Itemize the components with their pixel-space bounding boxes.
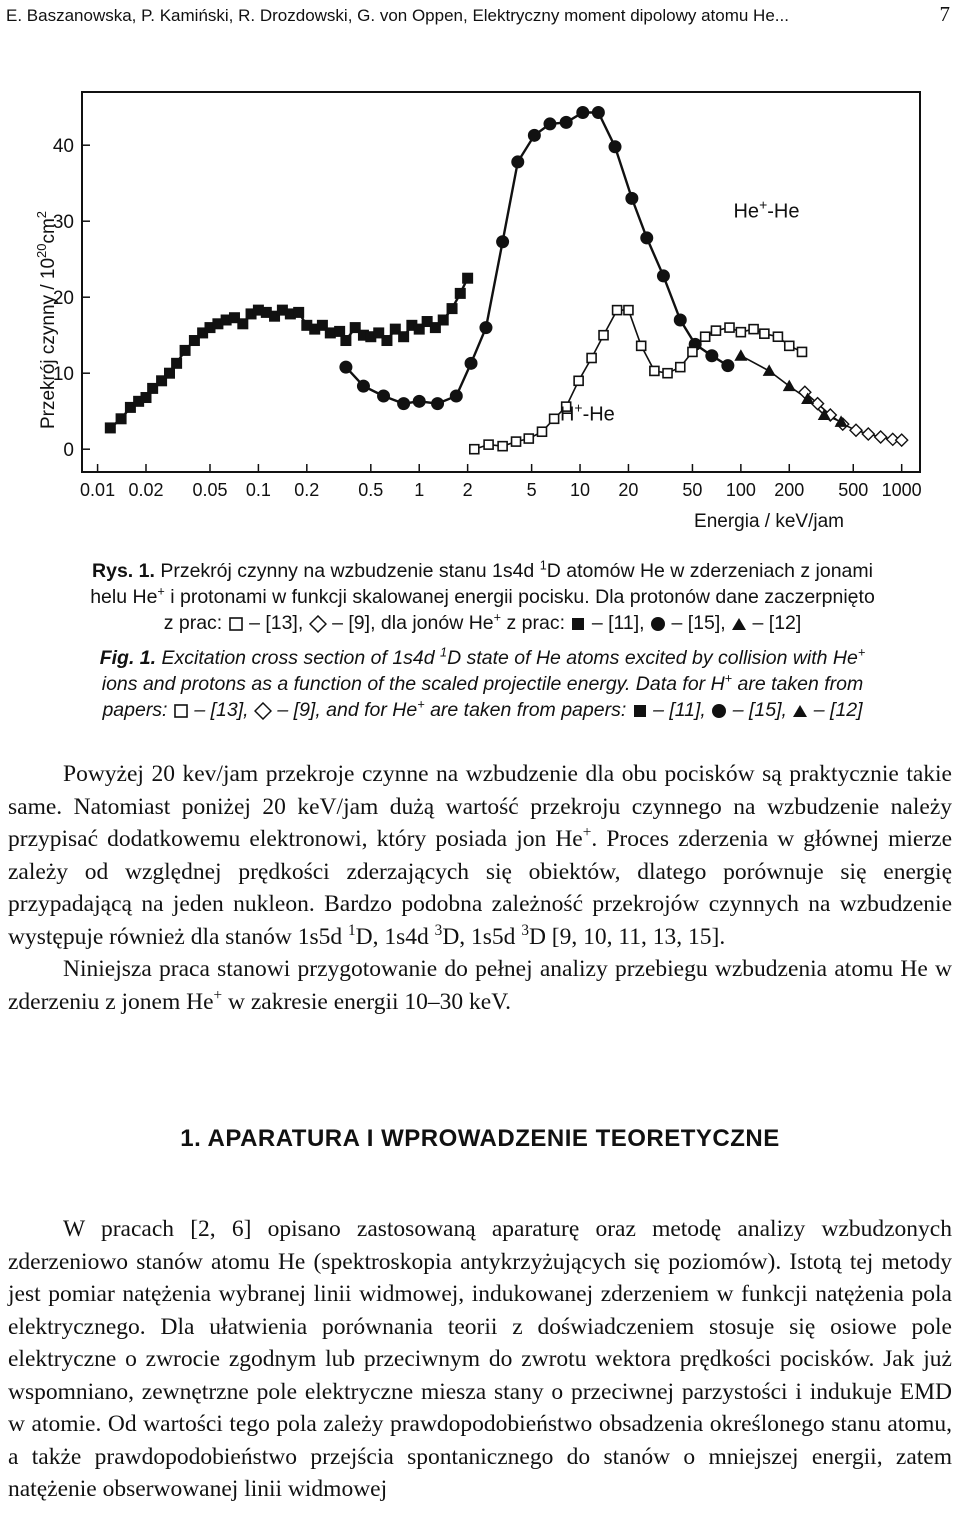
caption-pl-label: Rys. 1. (92, 560, 155, 582)
x-tick-label: 5 (526, 480, 537, 500)
superscript: 3 (521, 921, 529, 939)
data-point-filled-square (180, 345, 191, 356)
x-tick-label: 20 (618, 480, 639, 500)
caption-en-label: Fig. 1. (99, 647, 157, 669)
data-point-filled-square (438, 315, 449, 326)
caption-pl-text2b: i protonami w funkcji skalowanej energii pocisku. Dla protonów dane zaczerpnięto (170, 586, 875, 608)
data-point-open-square (587, 354, 596, 363)
paragraph-text: D, 1s5d (442, 923, 522, 950)
data-point-open-square (798, 347, 807, 356)
data-point-open-diamond (896, 434, 908, 446)
paragraph: W pracach [2, 6] opisano zastosowaną aparaturę oraz metodę analizy wzbudzonych zderzeniowo stanów atomu He (spektroskopia antykrzyżujących się poziomów). Istotą tej metody jest pomiar natężenia wybranej linii widmowej, indukowanej zderzeniem w funkcji natężenia pola elektrycznego. Dla ułatwienia porównania teorii z doświadczeniem stosuje się osiowe pole elektryczne o zwrocie zgodnym lub przeciwnym do zwrotu wektora prędkości pocisków. Jak już wspomniano, zewnętrzne pole elektryczne miesza stany o przeciwnej parzystości i indukuje EMD w atomie. Od wartości tego pola zależy prawdopodobieństwo obsadzenia określonego stanu atomu, a także prawdopodobieństwo przejścia spontanicznego do stanów o mniejszej energii, zatem natężenie obserwowanej linii widmowej (8, 1216, 952, 1502)
caption-en-text3d: are taken from papers: (430, 699, 627, 721)
data-point-open-square (470, 445, 479, 454)
data-point-open-square (711, 326, 720, 335)
open-square-icon (228, 616, 244, 632)
paragraph-text: D [9, 10, 11, 13, 15]. (528, 923, 726, 950)
caption-en-sup1b: + (857, 645, 866, 660)
caption-pl-tail1: D atomów He w zderzeniach z jonami (546, 560, 873, 582)
paragraph-text: . Proces zderzenia w głównej mierze zależy od względnej prędkości zderzających się obiektów, dlatego porównuje się energię przypadającą na jeden nukleon. Bardzo podobna zależność przekrojów czynnych na wzbudzenie występuje również dla stanów 1s5d (8, 826, 953, 950)
superscript: + (582, 824, 592, 842)
data-point-open-square (749, 325, 758, 334)
data-point-open-square (688, 347, 697, 356)
data-point-filled-circle (592, 106, 605, 119)
caption-en-text3b: – [13], (194, 699, 249, 721)
x-tick-label: 0.2 (294, 480, 320, 500)
data-point-open-square (537, 427, 546, 436)
data-point-filled-circle (413, 395, 426, 408)
running-header (6, 2, 956, 28)
data-point-filled-circle (657, 269, 670, 282)
y-tick-label: 0 (63, 440, 74, 462)
data-point-filled-circle (640, 231, 653, 244)
series-line-filled-square (110, 278, 467, 428)
data-point-filled-circle (705, 349, 718, 362)
data-point-open-square (599, 331, 608, 340)
x-tick-label: 0.05 (192, 480, 228, 500)
filled-triangle-icon (792, 703, 808, 719)
paragraph (8, 758, 952, 953)
data-point-filled-circle (625, 192, 638, 205)
body-text-block-1 (8, 758, 952, 1018)
y-tick-label: 20 (52, 288, 74, 310)
caption-en-text1: Excitation cross section of 1s4d (161, 647, 435, 669)
data-point-open-square (760, 329, 769, 338)
caption-polish (20, 558, 945, 636)
data-point-open-square (676, 363, 685, 372)
data-point-filled-circle (609, 140, 622, 153)
caption-pl-sup3: + (493, 610, 502, 625)
chart-xlabel: Energia / keV/jam (694, 511, 844, 532)
caption-en-line1 (20, 645, 945, 671)
data-point-open-square (550, 414, 559, 423)
page-number: 7 (939, 2, 950, 26)
caption-pl-text1: Przekrój czynny na wzbudzenie stanu 1s4d (160, 560, 535, 582)
plot-area (53, 92, 922, 500)
filled-square-icon (570, 616, 586, 632)
data-point-open-diamond (862, 428, 874, 440)
x-tick-label: 1000 (881, 480, 922, 500)
paragraph-text: Powyżej 20 kev/jam przekroje czynne na wzbudzenie dla obu pocisków są praktycznie takie same. Natomiast poniżej 20 keV/jam dużą wartość przekroju czynnego na wzbudzenie należy przypisać dodatkowemu elektronowi, który posiada jon He (8, 761, 952, 852)
caption-en-text3a: papers: (102, 699, 168, 721)
data-point-open-square (650, 366, 659, 375)
caption-pl-text3e: – [11], (591, 612, 645, 634)
x-tick-label: 1 (414, 480, 425, 500)
data-point-open-square (637, 341, 646, 350)
y-tick-label: 10 (52, 364, 74, 386)
caption-pl-text3a: z prac: (163, 612, 223, 634)
caption-en-text3f: – [15], (732, 699, 787, 721)
y-tick-label: 30 (52, 212, 74, 234)
filled-circle-icon (711, 703, 727, 719)
data-point-filled-square (237, 318, 248, 329)
data-point-filled-circle (377, 390, 390, 403)
data-point-filled-square (455, 288, 466, 299)
caption-en-text2b: are taken from (737, 673, 864, 695)
x-tick-label: 0.1 (245, 480, 271, 500)
caption-pl-line3 (20, 610, 945, 636)
caption-en-text3c: – [9], and for He (277, 699, 418, 721)
x-tick-label: 2 (462, 480, 473, 500)
data-point-filled-square (398, 331, 409, 342)
data-point-filled-square (340, 335, 351, 346)
data-point-filled-square (116, 413, 127, 424)
data-point-filled-circle (528, 129, 541, 142)
data-point-open-square (624, 306, 633, 315)
data-point-open-diamond (850, 424, 862, 436)
data-point-open-square (736, 328, 745, 337)
data-point-filled-circle (465, 357, 478, 370)
caption-english (20, 645, 945, 723)
data-point-open-square (701, 332, 710, 341)
x-tick-label: 500 (838, 480, 869, 500)
data-point-open-square (484, 440, 493, 449)
data-point-open-square (574, 376, 583, 385)
filled-circle-icon (650, 616, 666, 632)
caption-en-text3g: – [12] (813, 699, 863, 721)
data-point-filled-circle (339, 361, 352, 374)
data-point-filled-circle (496, 235, 509, 248)
superscript: 1 (348, 921, 356, 939)
chart-ylabel: Przekrój czynny / $10^{20}cm^2$ (34, 210, 59, 430)
data-point-filled-circle (450, 390, 463, 403)
filled-square-icon (632, 703, 648, 719)
caption-pl-text3d: z prac: (506, 612, 565, 634)
x-tick-label: 0.5 (358, 480, 384, 500)
paragraph-text: w zakresie energii 10–30 keV. (222, 988, 512, 1015)
data-point-open-diamond (875, 431, 887, 443)
data-point-filled-circle (721, 359, 734, 372)
data-point-open-square (524, 434, 533, 443)
data-point-filled-circle (479, 321, 492, 334)
plot-frame (82, 92, 920, 472)
data-point-filled-circle (560, 116, 573, 129)
open-diamond-icon (254, 702, 272, 720)
data-point-filled-square (381, 335, 392, 346)
caption-pl-line1 (20, 558, 945, 584)
open-diamond-icon (309, 615, 327, 633)
data-point-open-square (613, 306, 622, 315)
data-point-filled-circle (543, 117, 556, 130)
caption-en-line2 (20, 671, 945, 697)
curve-annotation: H+-He (559, 399, 615, 426)
caption-pl-sup1: 1 (539, 558, 547, 573)
data-point-filled-square (447, 303, 458, 314)
caption-en-text2a: ions and protons as a function of the scaled projectile energy. Data for H (101, 673, 725, 695)
caption-pl-text3c: – [9], dla jonów He (332, 612, 494, 634)
data-point-open-square (773, 332, 782, 341)
data-point-filled-triangle (763, 364, 776, 376)
caption-en-sup1: 1 (440, 645, 448, 660)
caption-pl-text2a: helu He (90, 586, 158, 608)
series-line-filled-circle (346, 113, 728, 404)
data-point-filled-square (171, 358, 182, 369)
y-tick-label: 40 (52, 136, 74, 158)
superscript: + (213, 986, 223, 1004)
data-point-open-square (512, 437, 521, 446)
body-text-block-2 (8, 1213, 952, 1506)
data-point-filled-square (462, 273, 473, 284)
data-point-filled-square (293, 307, 304, 318)
curve-annotation: He+-He (733, 196, 800, 223)
data-point-filled-circle (576, 106, 589, 119)
filled-triangle-icon (731, 616, 747, 632)
x-tick-label: 200 (774, 480, 805, 500)
cross-section-chart (30, 80, 930, 540)
caption-pl-line2 (20, 584, 945, 610)
data-point-open-square (663, 369, 672, 378)
x-tick-label: 100 (725, 480, 756, 500)
data-point-filled-triangle (734, 349, 747, 361)
paragraph (8, 953, 952, 1018)
data-point-open-square (725, 323, 734, 332)
caption-pl-text3f: – [15], (671, 612, 726, 634)
caption-pl-sup2: + (157, 584, 165, 599)
data-point-open-square (498, 442, 507, 451)
data-point-filled-triangle (783, 380, 796, 392)
data-point-filled-circle (357, 380, 370, 393)
superscript: 3 (434, 921, 443, 939)
data-point-open-square (785, 341, 794, 350)
caption-en-line3 (20, 697, 945, 723)
caption-en-sup3: + (417, 697, 425, 712)
caption-en-sup2: + (724, 671, 733, 686)
paragraph-text: Niniejsza praca stanowi przygotowanie do pełnej analizy przebiegu wzbudzenia atomu He w zderzeniu z jonem He (8, 956, 952, 1015)
data-point-filled-square (105, 422, 116, 433)
caption-pl-text3g: – [12] (752, 612, 802, 634)
paragraph-text: D, 1s4d (355, 923, 435, 950)
data-point-filled-circle (674, 314, 687, 327)
header-reference: E. Baszanowska, P. Kamiński, R. Drozdowski, G. von Oppen, Elektryczny moment dipolowy atomu He... (6, 6, 789, 25)
data-point-filled-square (164, 368, 175, 379)
caption-en-text3e: – [11], (653, 699, 706, 721)
x-tick-label: 50 (682, 480, 703, 500)
open-square-icon (173, 703, 189, 719)
caption-pl-text3b: – [13], (249, 612, 304, 634)
data-point-filled-circle (431, 397, 444, 410)
section-heading: 1. APARATURA I WPROWADZENIE TEORETYCZNE (180, 1125, 780, 1152)
caption-en-tail1: D state of He atoms excited by collision with He (447, 647, 858, 669)
x-tick-label: 0.01 (80, 480, 116, 500)
data-point-filled-circle (397, 397, 410, 410)
x-tick-label: 10 (570, 480, 591, 500)
data-point-filled-circle (511, 155, 524, 168)
x-tick-label: 0.02 (128, 480, 164, 500)
